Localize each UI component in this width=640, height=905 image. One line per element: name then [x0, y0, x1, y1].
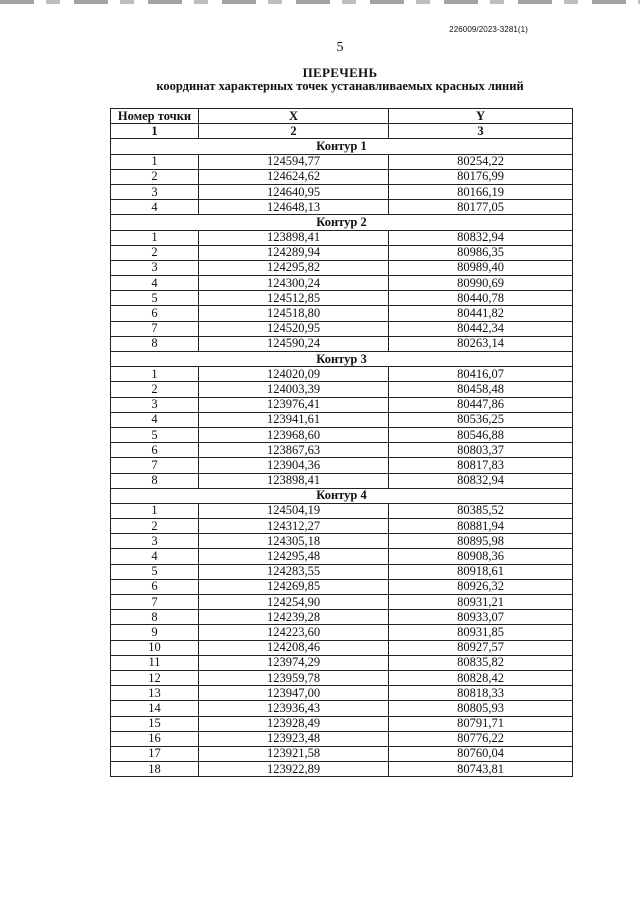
- y-coordinate-cell: 80805,93: [389, 701, 573, 716]
- point-number-cell: 7: [111, 321, 199, 336]
- table-row: [111, 519, 573, 534]
- y-coordinate-cell: 80441,82: [389, 306, 573, 321]
- x-coordinate-cell: 123898,41: [199, 230, 389, 245]
- x-coordinate-cell: 124020,09: [199, 367, 389, 382]
- table-row: [111, 276, 573, 291]
- point-number-cell: 8: [111, 336, 199, 351]
- point-number-cell: 14: [111, 701, 199, 716]
- table-row: [111, 503, 573, 518]
- table-row: [111, 746, 573, 761]
- x-coordinate-cell: 123974,29: [199, 655, 389, 670]
- contour-label: Контур 1: [111, 139, 573, 154]
- table-row: [111, 610, 573, 625]
- table-row: [111, 367, 573, 382]
- table-row: [111, 200, 573, 215]
- y-coordinate-cell: 80933,07: [389, 610, 573, 625]
- x-coordinate-cell: 124518,80: [199, 306, 389, 321]
- table-row: [111, 245, 573, 260]
- x-coordinate-cell: 123968,60: [199, 427, 389, 442]
- document-number: 226009/2023-3281(1): [449, 25, 528, 34]
- page-number: 5: [336, 40, 344, 55]
- point-number-cell: 2: [111, 382, 199, 397]
- table-row: [111, 169, 573, 184]
- point-number-cell: 18: [111, 762, 199, 777]
- x-coordinate-cell: 124648,13: [199, 200, 389, 215]
- x-coordinate-cell: 124295,48: [199, 549, 389, 564]
- table-row: [111, 762, 573, 777]
- contour-header-row: [111, 352, 573, 367]
- point-number-cell: 2: [111, 519, 199, 534]
- x-coordinate-cell: 123898,41: [199, 473, 389, 488]
- table-row: [111, 625, 573, 640]
- x-coordinate-cell: 124003,39: [199, 382, 389, 397]
- table-row: [111, 458, 573, 473]
- point-number-cell: 2: [111, 245, 199, 260]
- point-number-cell: 6: [111, 579, 199, 594]
- table-row: [111, 640, 573, 655]
- x-coordinate-cell: 123867,63: [199, 443, 389, 458]
- point-number-cell: 1: [111, 154, 199, 169]
- y-coordinate-cell: 80776,22: [389, 731, 573, 746]
- x-coordinate-cell: 123941,61: [199, 412, 389, 427]
- column-number-2: 2: [199, 124, 389, 139]
- x-coordinate-cell: 124640,95: [199, 184, 389, 199]
- y-coordinate-cell: 80989,40: [389, 260, 573, 275]
- table-row: [111, 579, 573, 594]
- x-coordinate-cell: 124208,46: [199, 640, 389, 655]
- point-number-cell: 5: [111, 564, 199, 579]
- table-row: [111, 716, 573, 731]
- point-number-cell: 16: [111, 731, 199, 746]
- y-coordinate-cell: 80835,82: [389, 655, 573, 670]
- y-coordinate-cell: 80166,19: [389, 184, 573, 199]
- y-coordinate-cell: 80442,34: [389, 321, 573, 336]
- contour-label: Контур 3: [111, 352, 573, 367]
- x-coordinate-cell: 124289,94: [199, 245, 389, 260]
- y-coordinate-cell: 80546,88: [389, 427, 573, 442]
- y-coordinate-cell: 80803,37: [389, 443, 573, 458]
- y-coordinate-cell: 80931,21: [389, 595, 573, 610]
- table-row: [111, 686, 573, 701]
- table-row: [111, 655, 573, 670]
- point-number-cell: 3: [111, 184, 199, 199]
- x-coordinate-cell: 124512,85: [199, 291, 389, 306]
- x-coordinate-cell: 124520,95: [199, 321, 389, 336]
- table-row: [111, 670, 573, 685]
- y-coordinate-cell: 80828,42: [389, 670, 573, 685]
- contour-header-row: [111, 139, 573, 154]
- x-coordinate-cell: 123923,48: [199, 731, 389, 746]
- point-number-cell: 6: [111, 306, 199, 321]
- x-coordinate-cell: 123936,43: [199, 701, 389, 716]
- y-coordinate-cell: 80760,04: [389, 746, 573, 761]
- y-coordinate-cell: 80817,83: [389, 458, 573, 473]
- y-coordinate-cell: 80254,22: [389, 154, 573, 169]
- point-number-cell: 13: [111, 686, 199, 701]
- y-coordinate-cell: 80536,25: [389, 412, 573, 427]
- point-number-cell: 9: [111, 625, 199, 640]
- y-coordinate-cell: 80177,05: [389, 200, 573, 215]
- x-coordinate-cell: 124223,60: [199, 625, 389, 640]
- y-coordinate-cell: 80832,94: [389, 230, 573, 245]
- point-number-cell: 8: [111, 610, 199, 625]
- y-coordinate-cell: 80263,14: [389, 336, 573, 351]
- point-number-cell: 17: [111, 746, 199, 761]
- x-coordinate-cell: 123947,00: [199, 686, 389, 701]
- point-number-cell: 4: [111, 276, 199, 291]
- table-row: [111, 336, 573, 351]
- y-coordinate-cell: 80416,07: [389, 367, 573, 382]
- x-coordinate-cell: 123928,49: [199, 716, 389, 731]
- table-row: [111, 701, 573, 716]
- point-number-cell: 10: [111, 640, 199, 655]
- point-number-cell: 7: [111, 458, 199, 473]
- y-coordinate-cell: 80447,86: [389, 397, 573, 412]
- point-number-cell: 15: [111, 716, 199, 731]
- point-number-cell: 7: [111, 595, 199, 610]
- contour-header-row: [111, 215, 573, 230]
- y-coordinate-cell: 80986,35: [389, 245, 573, 260]
- column-number-1: 1: [111, 124, 199, 139]
- point-number-cell: 3: [111, 534, 199, 549]
- y-coordinate-cell: 80927,57: [389, 640, 573, 655]
- y-coordinate-cell: 80458,48: [389, 382, 573, 397]
- table-header-row: [111, 109, 573, 124]
- y-coordinate-cell: 80931,85: [389, 625, 573, 640]
- point-number-cell: 1: [111, 230, 199, 245]
- y-coordinate-cell: 80895,98: [389, 534, 573, 549]
- coordinates-table-body: [111, 109, 573, 777]
- x-coordinate-cell: 124239,28: [199, 610, 389, 625]
- scan-top-edge: [0, 0, 640, 4]
- table-row: [111, 549, 573, 564]
- point-number-cell: 5: [111, 427, 199, 442]
- coordinates-table: [110, 108, 573, 777]
- x-coordinate-cell: 124254,90: [199, 595, 389, 610]
- y-coordinate-cell: 80440,78: [389, 291, 573, 306]
- table-row: [111, 291, 573, 306]
- x-coordinate-cell: 123922,89: [199, 762, 389, 777]
- point-number-cell: 8: [111, 473, 199, 488]
- column-header-x: X: [199, 109, 389, 124]
- table-row: [111, 412, 573, 427]
- point-number-cell: 4: [111, 549, 199, 564]
- table-row: [111, 595, 573, 610]
- x-coordinate-cell: 124269,85: [199, 579, 389, 594]
- contour-header-row: [111, 488, 573, 503]
- y-coordinate-cell: 80881,94: [389, 519, 573, 534]
- table-row: [111, 184, 573, 199]
- y-coordinate-cell: 80832,94: [389, 473, 573, 488]
- y-coordinate-cell: 80818,33: [389, 686, 573, 701]
- x-coordinate-cell: 124283,55: [199, 564, 389, 579]
- x-coordinate-cell: 124300,24: [199, 276, 389, 291]
- x-coordinate-cell: 123959,78: [199, 670, 389, 685]
- table-row: [111, 230, 573, 245]
- y-coordinate-cell: 80990,69: [389, 276, 573, 291]
- x-coordinate-cell: 124590,24: [199, 336, 389, 351]
- point-number-cell: 1: [111, 503, 199, 518]
- x-coordinate-cell: 124305,18: [199, 534, 389, 549]
- point-number-cell: 3: [111, 260, 199, 275]
- column-header-point-number: Номер точки: [111, 109, 199, 124]
- table-row: [111, 731, 573, 746]
- table-row: [111, 260, 573, 275]
- y-coordinate-cell: 80908,36: [389, 549, 573, 564]
- y-coordinate-cell: 80791,71: [389, 716, 573, 731]
- point-number-cell: 1: [111, 367, 199, 382]
- point-number-cell: 11: [111, 655, 199, 670]
- point-number-cell: 5: [111, 291, 199, 306]
- table-row: [111, 534, 573, 549]
- table-row: [111, 321, 573, 336]
- contour-label: Контур 4: [111, 488, 573, 503]
- page-subtitle: координат характерных точек устанавливаемых красных линий: [156, 79, 524, 93]
- table-row: [111, 154, 573, 169]
- x-coordinate-cell: 123904,36: [199, 458, 389, 473]
- table-row: [111, 473, 573, 488]
- x-coordinate-cell: 124504,19: [199, 503, 389, 518]
- table-row: [111, 306, 573, 321]
- y-coordinate-cell: 80385,52: [389, 503, 573, 518]
- x-coordinate-cell: 124624,62: [199, 169, 389, 184]
- point-number-cell: 4: [111, 412, 199, 427]
- point-number-cell: 12: [111, 670, 199, 685]
- point-number-cell: 6: [111, 443, 199, 458]
- point-number-cell: 3: [111, 397, 199, 412]
- point-number-cell: 4: [111, 200, 199, 215]
- y-coordinate-cell: 80918,61: [389, 564, 573, 579]
- table-row: [111, 443, 573, 458]
- x-coordinate-cell: 124312,27: [199, 519, 389, 534]
- x-coordinate-cell: 124594,77: [199, 154, 389, 169]
- table-row: [111, 427, 573, 442]
- x-coordinate-cell: 123921,58: [199, 746, 389, 761]
- page-title: ПЕРЕЧЕНЬ: [302, 65, 378, 80]
- y-coordinate-cell: 80176,99: [389, 169, 573, 184]
- y-coordinate-cell: 80743,81: [389, 762, 573, 777]
- column-number-row: [111, 124, 573, 139]
- table-row: [111, 382, 573, 397]
- x-coordinate-cell: 124295,82: [199, 260, 389, 275]
- column-header-y: Y: [389, 109, 573, 124]
- point-number-cell: 2: [111, 169, 199, 184]
- contour-label: Контур 2: [111, 215, 573, 230]
- x-coordinate-cell: 123976,41: [199, 397, 389, 412]
- column-number-3: 3: [389, 124, 573, 139]
- table-row: [111, 564, 573, 579]
- table-row: [111, 397, 573, 412]
- y-coordinate-cell: 80926,32: [389, 579, 573, 594]
